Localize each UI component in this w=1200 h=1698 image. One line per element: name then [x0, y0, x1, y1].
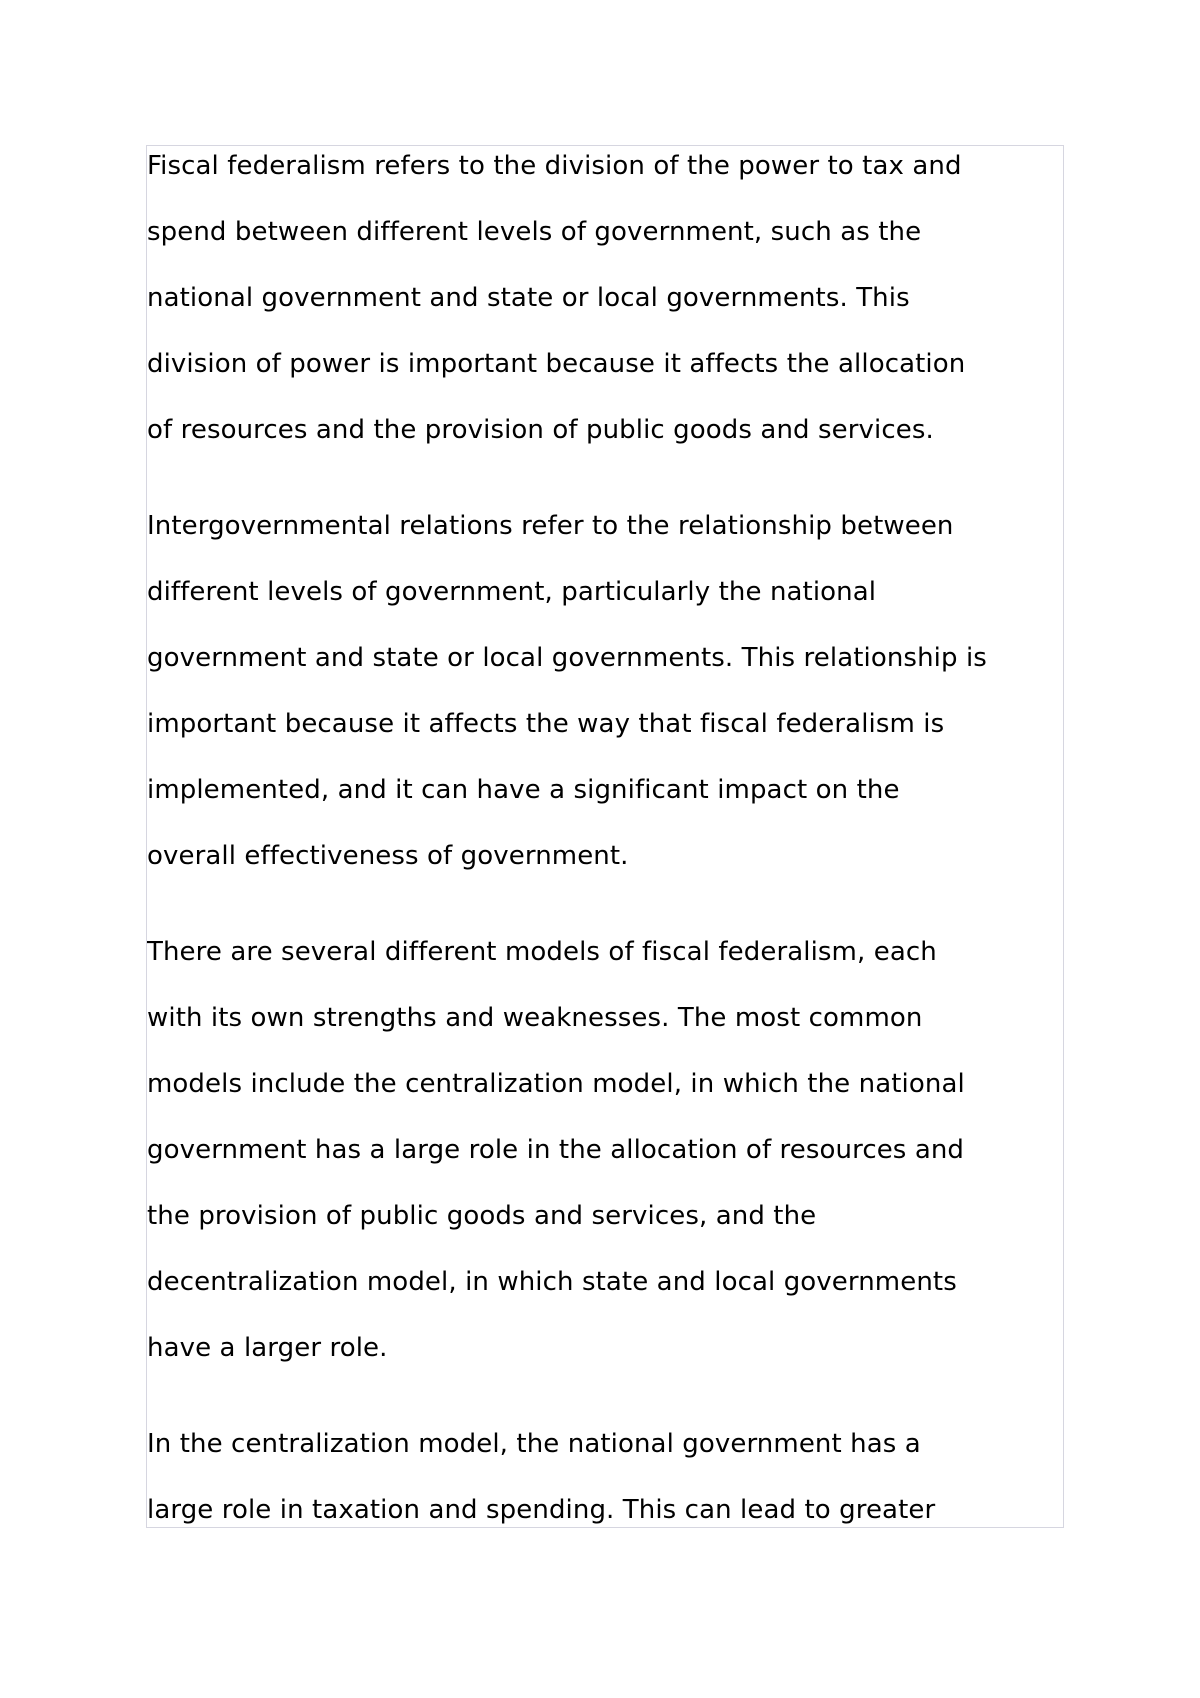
text-frame — [146, 145, 1064, 1528]
paragraph-intergovernmental-relations: Intergovernmental relations refer to the relationship between different levels of government, particularly the national government and state or local governments. This relationship is important because it affects the way that fiscal federalism is implemented, and it can have a significant impact on the overall effectiveness of government. — [147, 511, 987, 871]
paragraph-centralization-model: In the centralization model, the national government has a large role in taxation and spending. This can lead to greater — [147, 1429, 936, 1525]
paragraph-fiscal-federalism: Fiscal federalism refers to the division of the power to tax and spend between different levels of government, such as the national government and state or local governments. This division of power is important because it affects the allocation of resources and the provision of public goods and services. — [147, 151, 966, 445]
paragraph-models: There are several different models of fiscal federalism, each with its own strengths and weaknesses. The most common models include the centralization model, in which the national government has a large role in the allocation of resources and the provision of public goods and services, and the decentralization model, in which state and local governments have a larger role. — [147, 937, 965, 1363]
